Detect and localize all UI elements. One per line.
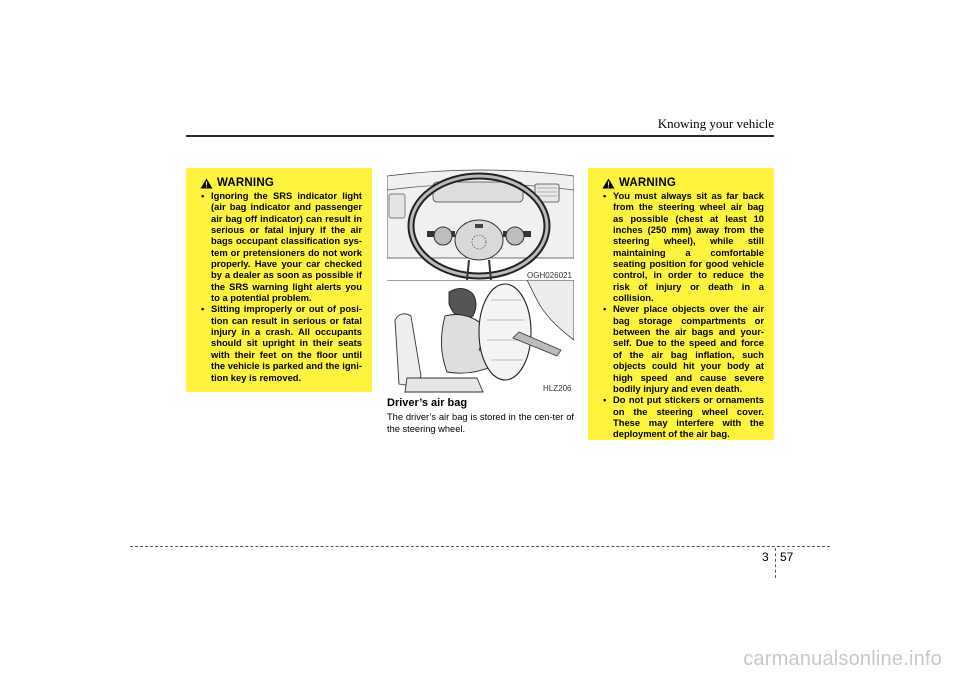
chapter-number: 3	[762, 550, 769, 564]
airbag-illustration	[387, 168, 574, 393]
warning-item: • Sitting improperly or out of posi-tion can result in serious or fatal injury in a crash. All occupants should sit upright in their seats with their feet on the floor until the vehicle is parked and the igni-tion key is removed.	[198, 303, 362, 382]
page-separator	[775, 548, 776, 578]
warning-item: • Never place objects over the air bag storage compartments or between the air bags and your-self. Due to the speed and force of the air bag inflation, such objects could hit your body at high speed and cause severe bodily injury and even death.	[600, 303, 764, 394]
page-number: 57	[780, 550, 794, 564]
footer-rule	[130, 546, 830, 547]
warning-title: WARNING	[619, 177, 676, 189]
warning-box-right	[588, 168, 774, 440]
warning-list	[198, 190, 362, 383]
warning-item: • Do not put stickers or ornaments on the steering wheel cover. These may interfere with the deployment of the air bag.	[600, 394, 764, 439]
section-body: The driver’s air bag is stored in the cen-ter of the steering wheel.	[387, 412, 574, 434]
figure-code-top: OGH026021	[527, 271, 572, 280]
steering-wheel-illustration	[387, 168, 574, 280]
warning-title: WARNING	[217, 177, 274, 189]
airbag-deployment-illustration	[387, 280, 574, 393]
watermark: carmanualsonline.info	[743, 648, 942, 670]
warning-triangle-icon	[602, 178, 615, 189]
warning-header	[602, 177, 764, 189]
warning-box-left	[186, 168, 372, 392]
header-rule	[186, 135, 774, 137]
warning-item: • You must always sit as far back from the steering wheel air bag as possible (chest at least 10 inches (250 mm) away from the steering wheel), while still maintaining a comfortable seating position for good vehicle control, in order to reduce the risk of injury or death in a collision.	[600, 190, 764, 303]
warning-item: • Ignoring the SRS indicator light (air bag indicator and passenger air bag off indicator) can result in serious or fatal injury if the air bags occupant classification sys-tem or pretensioners do not work properly. Have your car checked by a dealer as soon as possible if the SRS warning light alerts you to a potential problem.	[198, 190, 362, 303]
figure-code-bottom: HLZ206	[543, 384, 572, 393]
section-title: Driver’s air bag	[387, 397, 468, 409]
warning-triangle-icon	[200, 178, 213, 189]
warning-list	[600, 190, 764, 440]
header-title: Knowing your vehicle	[657, 116, 774, 131]
warning-header	[200, 177, 362, 189]
